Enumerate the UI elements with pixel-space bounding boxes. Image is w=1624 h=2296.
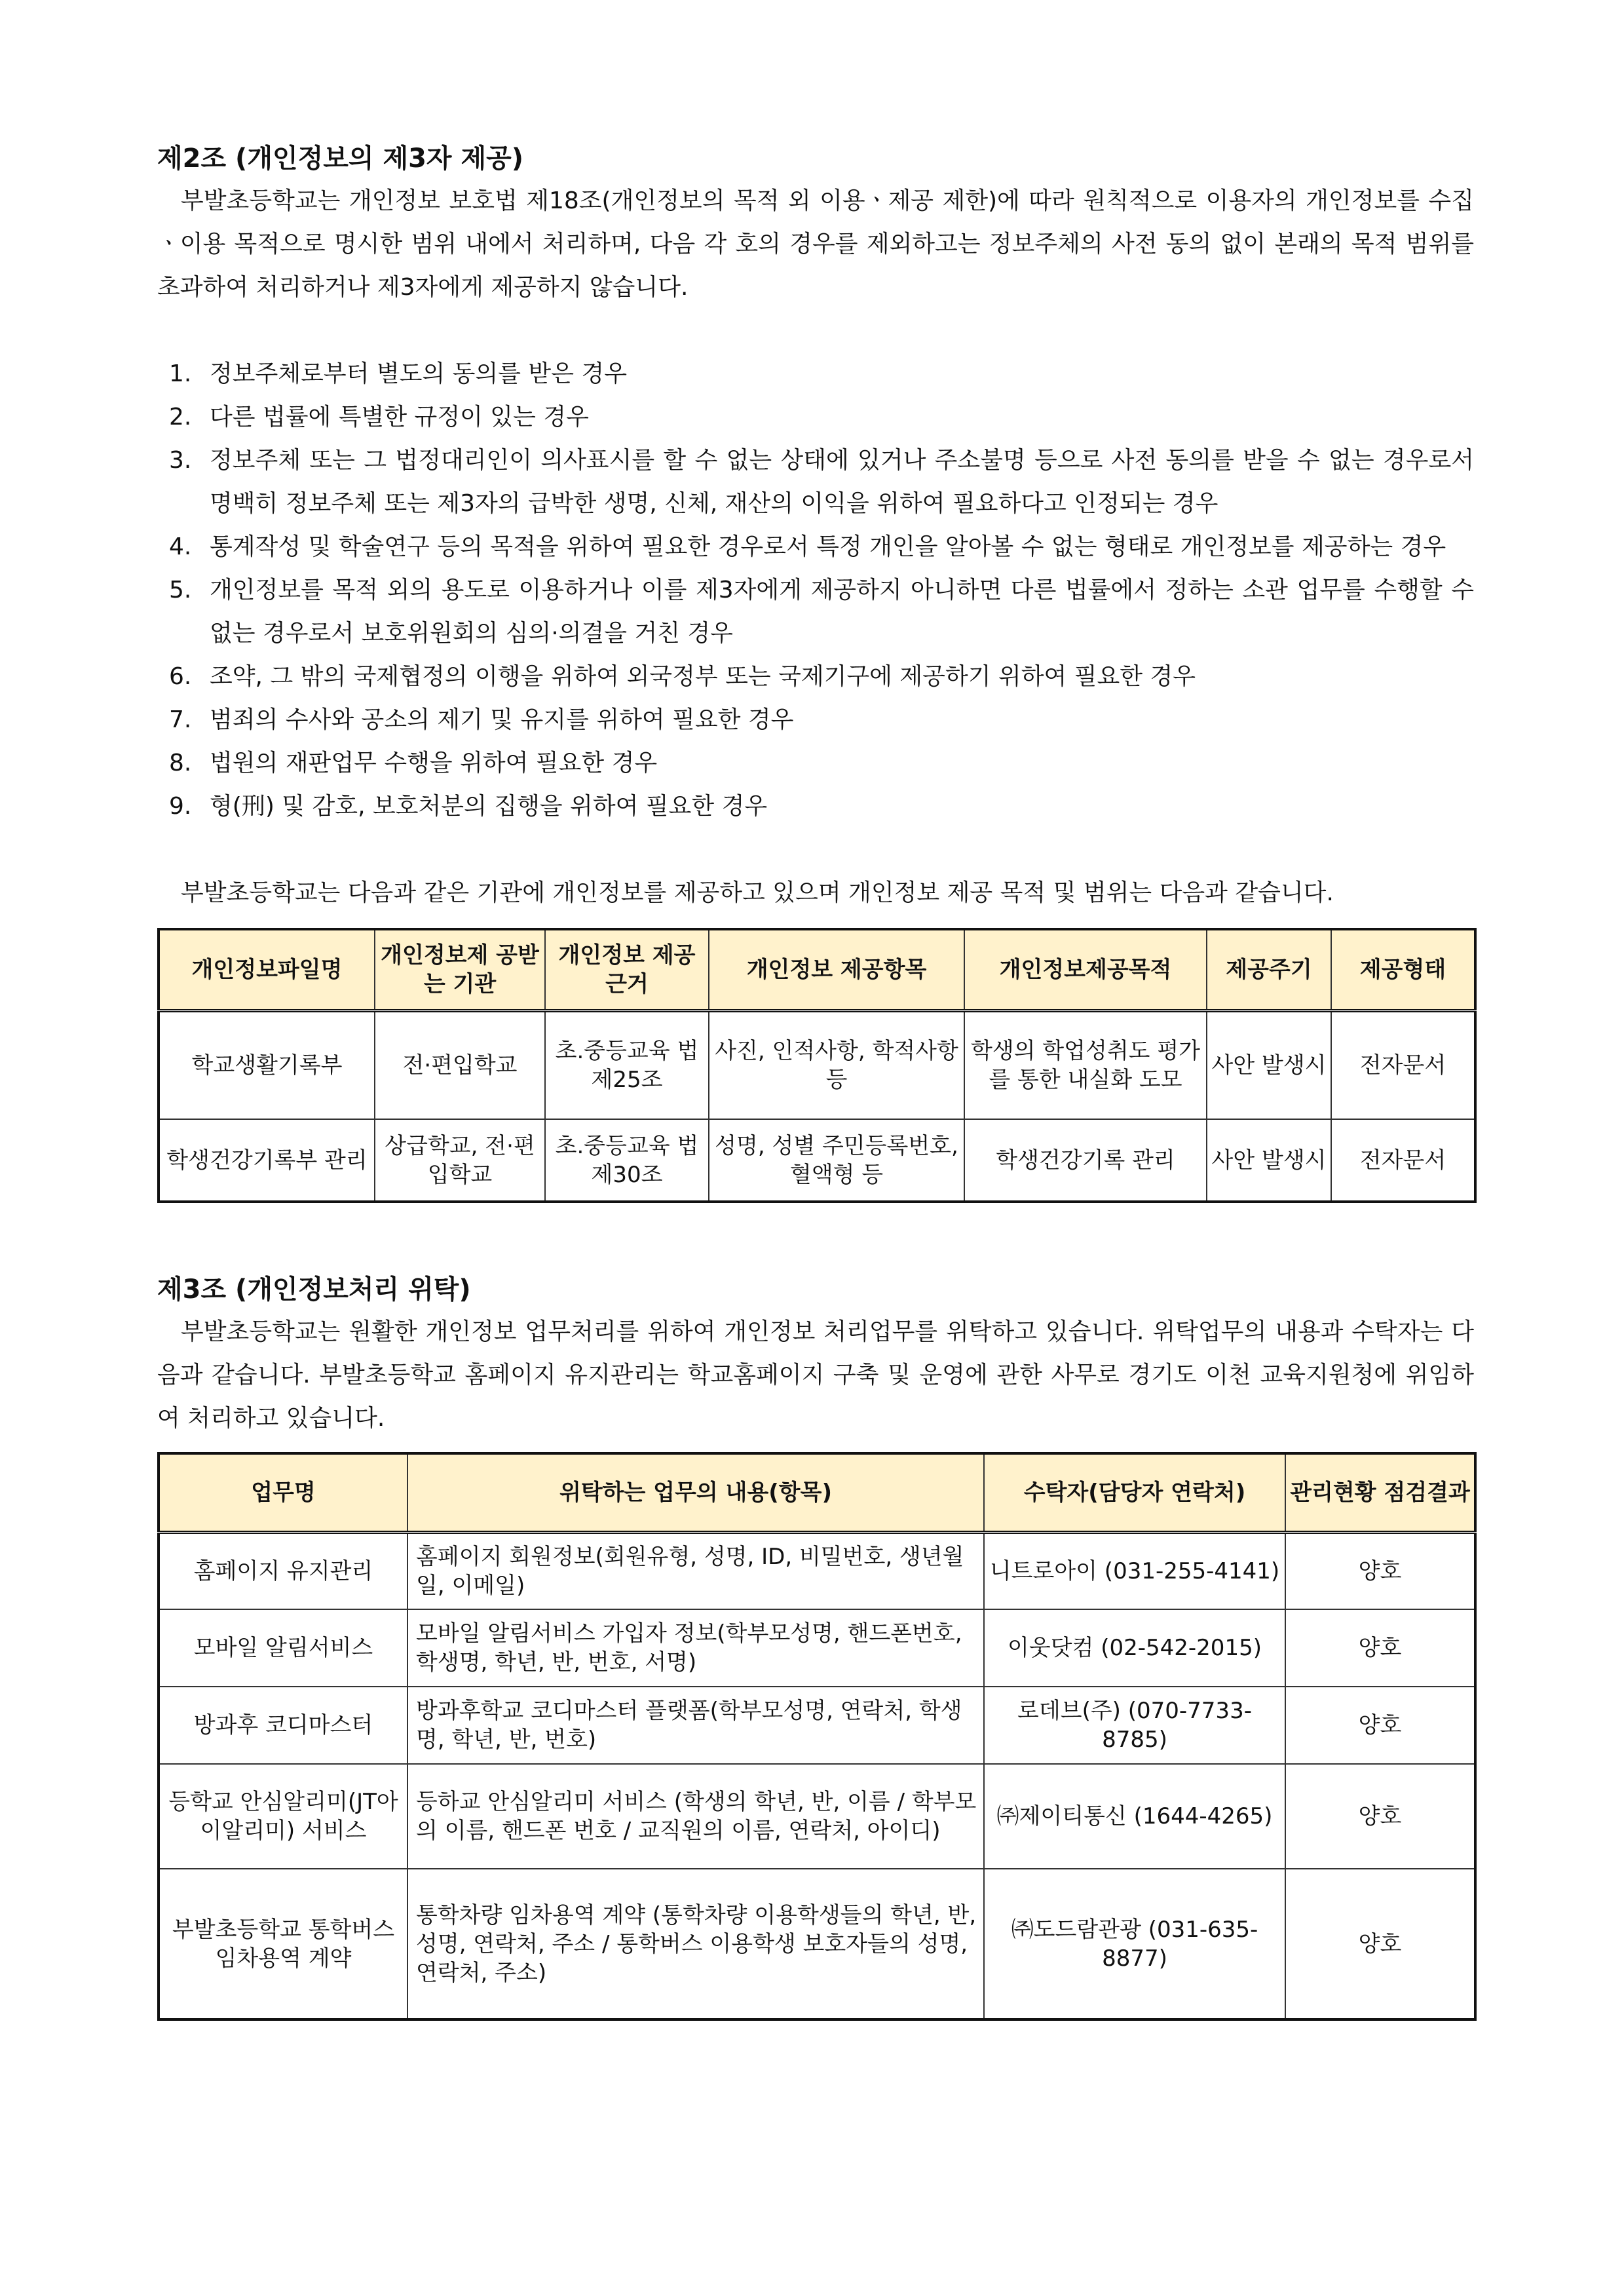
column-header: 개인정보파일명 [159, 929, 375, 1010]
list-number: 7. [169, 706, 192, 733]
table-cell: 초.중등교육 법 제25조 [545, 1010, 709, 1119]
article3-heading: 제3조 (개인정보처리 위탁) [157, 1274, 471, 1305]
spacer [157, 309, 1474, 353]
list-text: 다른 법률에 특별한 규정이 있는 경우 [210, 404, 589, 430]
table-cell: 방과후학교 코디마스터 플랫폼(학부모성명, 연락처, 학생명, 학년, 반, 번호) [407, 1687, 984, 1764]
table-cell: 양호 [1285, 1532, 1475, 1609]
spacer [157, 1203, 1474, 1269]
column-header: 위탁하는 업무의 내용(항목) [407, 1453, 984, 1532]
list-number: 1. [169, 360, 192, 387]
outsourcing-table [157, 1452, 1477, 2021]
table-cell: 초.중등교육 법 제30조 [545, 1119, 709, 1202]
column-header: 개인정보 제공근거 [545, 929, 709, 1010]
table-cell: 사안 발생시 [1207, 1010, 1331, 1119]
table-cell: 전자문서 [1331, 1119, 1475, 1202]
list-text: 정보주체로부터 별도의 동의를 받은 경우 [210, 360, 627, 387]
table-cell: 로데브(주) (070-7733-8785) [984, 1687, 1285, 1764]
list-item [157, 353, 1474, 396]
article2-heading: 제2조 (개인정보의 제3자 제공) [157, 144, 524, 174]
table-cell: 사진, 인적사항, 학적사항 등 [709, 1010, 964, 1119]
table-cell: 통학차량 임차용역 계약 (통학차량 이용학생들의 학년, 반, 성명, 연락처, 주소 / 통학버스 이용학생 보호자들의 성명, 연락처, 주소) [407, 1869, 984, 2019]
provision-table-intro: 부발초등학교는 다음과 같은 기관에 개인정보를 제공하고 있으며 개인정보 제공 목적 및 범위는 다음과 같습니다. [181, 879, 1334, 906]
list-number: 3. [169, 447, 192, 474]
document-page [157, 138, 1474, 2021]
table-cell: 모바일 알림서비스 가입자 정보(학부모성명, 핸드폰번호, 학생명, 학년, 반, 번호, 서명) [407, 1609, 984, 1687]
column-header: 개인정보제 공받는 기관 [375, 929, 545, 1010]
exception-list [157, 353, 1474, 828]
list-item [157, 698, 1474, 742]
table-row [159, 1609, 1475, 1687]
list-item [157, 569, 1474, 655]
list-text: 정보주체 또는 그 법정대리인이 의사표시를 할 수 없는 상태에 있거나 주소불명 등으로 사전 동의를 받을 수 없는 경우로서 명백히 정보주체 또는 제3자의 급박한 생명, 신체, 재산의 이익을 위하여 필요하다고 인정되는 경우 [210, 447, 1474, 517]
table-cell: ㈜도드람관광 (031-635-8877) [984, 1869, 1285, 2019]
list-item [157, 655, 1474, 698]
column-header: 수탁자(담당자 연락처) [984, 1453, 1285, 1532]
table-cell: 양호 [1285, 1869, 1475, 2019]
provision-table [157, 928, 1477, 1203]
table-cell: 상급학교, 전·편입학교 [375, 1119, 545, 1202]
column-header: 관리현황 점검결과 [1285, 1453, 1475, 1532]
list-item [157, 439, 1474, 526]
column-header: 개인정보 제공항목 [709, 929, 964, 1010]
list-number: 2. [169, 404, 192, 430]
table-cell: 양호 [1285, 1609, 1475, 1687]
table-row [159, 1010, 1475, 1119]
list-text: 법원의 재판업무 수행을 위하여 필요한 경우 [210, 750, 658, 776]
list-number: 4. [169, 533, 192, 560]
article2-intro: 부발초등학교는 개인정보 보호법 제18조(개인정보의 목적 외 이용ㆍ제공 제한)에 따라 원칙적으로 이용자의 개인정보를 수집ㆍ이용 목적으로 명시한 범위 내에서 처리하며, 다음 각 호의 경우를 제외하고는 정보주체의 사전 동의 없이 본래의 목적 범위를 초과하여 처리하거나 제3자에게 제공하지 않습니다. [157, 187, 1474, 301]
list-item [157, 785, 1474, 828]
table-cell: 방과후 코디마스터 [159, 1687, 407, 1764]
table-row [159, 1119, 1475, 1202]
table-cell: 홈페이지 회원정보(회원유형, 성명, ID, 비밀번호, 생년월일, 이메일) [407, 1532, 984, 1609]
table-cell: ㈜제이티통신 (1644-4265) [984, 1764, 1285, 1869]
table-row [159, 1869, 1475, 2019]
table-cell: 사안 발생시 [1207, 1119, 1331, 1202]
table-header-row [159, 929, 1475, 1010]
column-header: 업무명 [159, 1453, 407, 1532]
table-cell: 양호 [1285, 1764, 1475, 1869]
table-cell: 등하교 안심알리미 서비스 (학생의 학년, 반, 이름 / 학부모의 이름, 핸드폰 번호 / 교직원의 이름, 연락처, 아이디) [407, 1764, 984, 1869]
table-header-row [159, 1453, 1475, 1532]
table-row [159, 1532, 1475, 1609]
list-item [157, 742, 1474, 785]
table-row [159, 1764, 1475, 1869]
table-cell: 학생건강기록부 관리 [159, 1119, 375, 1202]
table-row [159, 1687, 1475, 1764]
list-text: 범죄의 수사와 공소의 제기 및 유지를 위하여 필요한 경우 [210, 706, 794, 733]
list-text: 조약, 그 밖의 국제협정의 이행을 위하여 외국정부 또는 국제기구에 제공하기 위하여 필요한 경우 [210, 663, 1196, 690]
list-number: 5. [169, 577, 192, 603]
table-cell: 학교생활기록부 [159, 1010, 375, 1119]
table-cell: 전·편입학교 [375, 1010, 545, 1119]
table-cell: 홈페이지 유지관리 [159, 1532, 407, 1609]
list-text: 형(刑) 및 감호, 보호처분의 집행을 위하여 필요한 경우 [210, 793, 768, 820]
table-cell: 양호 [1285, 1687, 1475, 1764]
table-cell: 니트로아이 (031-255-4141) [984, 1532, 1285, 1609]
table-cell: 등학교 안심알리미(JT아이알리미) 서비스 [159, 1764, 407, 1869]
table-cell: 학생건강기록 관리 [964, 1119, 1207, 1202]
column-header: 개인정보제공목적 [964, 929, 1207, 1010]
list-item [157, 526, 1474, 569]
list-number: 6. [169, 663, 192, 690]
spacer [157, 828, 1474, 871]
table-cell: 전자문서 [1331, 1010, 1475, 1119]
article3-intro: 부발초등학교는 원활한 개인정보 업무처리를 위하여 개인정보 처리업무를 위탁하고 있습니다. 위탁업무의 내용과 수탁자는 다음과 같습니다. 부발초등학교 홈페이지 유지관리는 학교홈페이지 구축 및 운영에 관한 사무로 경기도 이천 교육지원청에 위임하여 처리하고 있습니다. [157, 1318, 1474, 1432]
list-item [157, 396, 1474, 439]
table-cell: 모바일 알림서비스 [159, 1609, 407, 1687]
table-cell: 학생의 학업성취도 평가를 통한 내실화 도모 [964, 1010, 1207, 1119]
list-text: 통계작성 및 학술연구 등의 목적을 위하여 필요한 경우로서 특정 개인을 알아볼 수 없는 형태로 개인정보를 제공하는 경우 [210, 533, 1446, 560]
list-text: 개인정보를 목적 외의 용도로 이용하거나 이를 제3자에게 제공하지 아니하면 다른 법률에서 정하는 소관 업무를 수행할 수 없는 경우로서 보호위원회의 심의·의결을 거친 경우 [210, 577, 1474, 647]
table-cell: 부발초등학교 통학버스 임차용역 계약 [159, 1869, 407, 2019]
list-number: 8. [169, 750, 192, 776]
table-cell: 성명, 성별 주민등록번호, 혈액형 등 [709, 1119, 964, 1202]
list-number: 9. [169, 793, 192, 820]
column-header: 제공주기 [1207, 929, 1331, 1010]
column-header: 제공형태 [1331, 929, 1475, 1010]
table-cell: 이웃닷컴 (02-542-2015) [984, 1609, 1285, 1687]
